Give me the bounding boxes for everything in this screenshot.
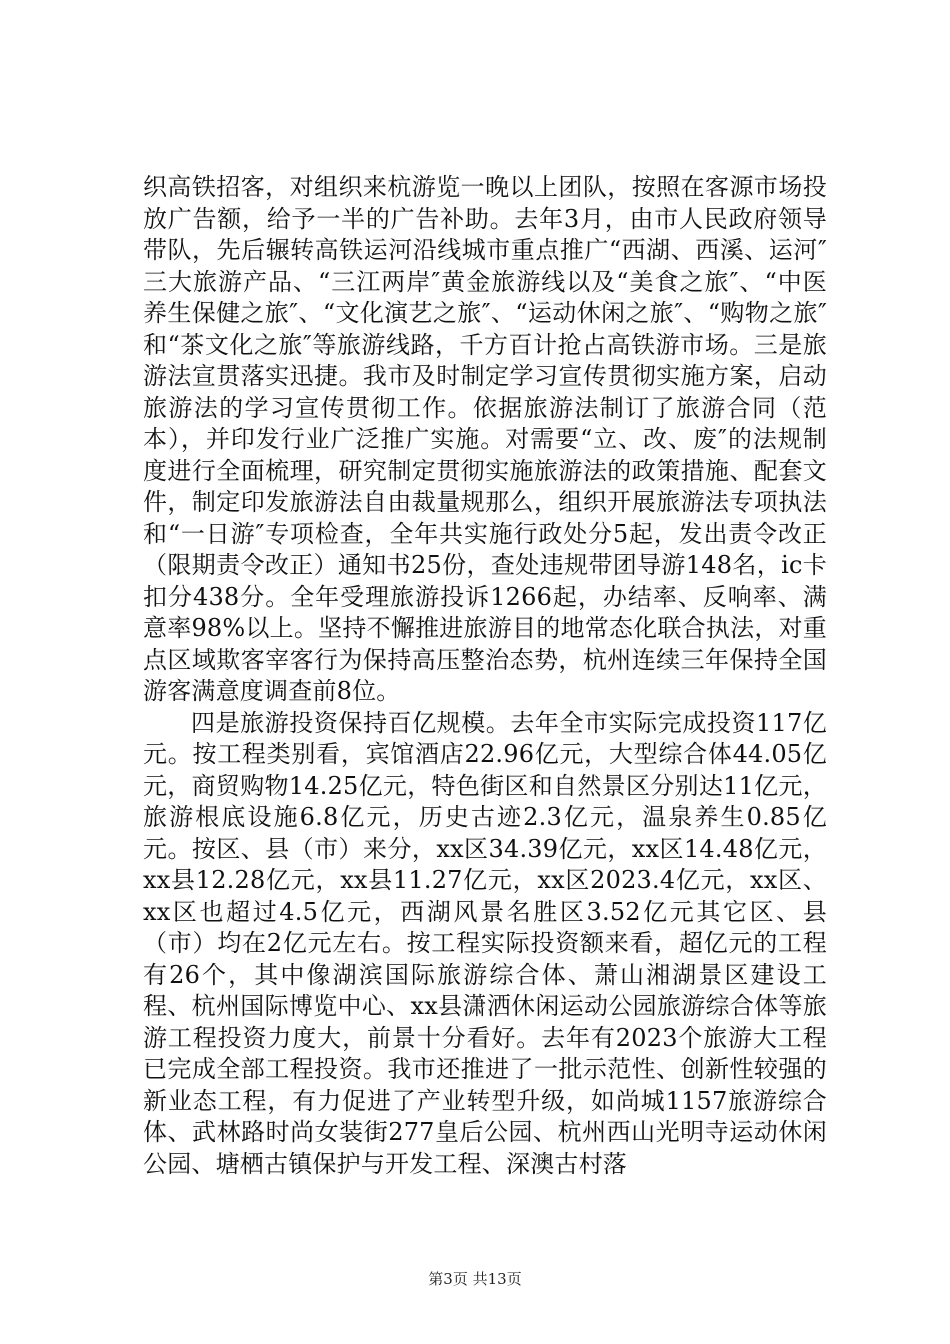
document-body xyxy=(143,172,827,1180)
page-footer: 第3页 共13页 xyxy=(428,1270,522,1288)
paragraph-2: 四是旅游投资保持百亿规模。去年全市实际完成投资117亿元。按工程类别看，宾馆酒店22.96亿元，大型综合体44.05亿元，商贸购物14.25亿元，特色街区和自然景区分别达11亿元，旅游根底设施6.8亿元，历史古迹2.3亿元，温泉养生0.85亿元。按区、县（市）来分，xx区34.39亿元，xx区14.48亿元，xx县12.28亿元，xx县11.27亿元，xx区2023.4亿元，xx区、xx区也超过4.5亿元，西湖风景名胜区3.52亿元其它区、县（市）均在2亿元左右。按工程实际投资额来看，超亿元的工程有26个，其中像湖滨国际旅游综合体、萧山湘湖景区建设工程、杭州国际博览中心、xx县潇洒休闲运动公园旅游综合体等旅游工程投资力度大，前景十分看好。去年有2023个旅游大工程已完成全部工程投资。我市还推进了一批示范性、创新性较强的新业态工程，有力促进了产业转型升级，如尚城1157旅游综合体、武林路时尚女装街277皇后公园、杭州西山光明寺运动休闲公园、塘栖古镇保护与开发工程、深澳古村落 xyxy=(143,708,827,1178)
paragraph-1: 织高铁招客，对组织来杭游览一晚以上团队，按照在客源市场投放广告额，给予一半的广告补助。去年3月，由市人民政府领导带队，先后辗转高铁运河沿线城市重点推广“西湖、西溪、运河″三大旅游产品、“三江两岸″黄金旅游线以及“美食之旅″、“中医养生保健之旅″、“文化演艺之旅″、“运动休闲之旅″、“购物之旅″和“茶文化之旅″等旅游线路，千方百计抢占高铁游市场。三是旅游法宣贯落实迅捷。我市及时制定学习宣传贯彻实施方案，启动旅游法的学习宣传贯彻工作。依据旅游法制订了旅游合同（范本），并印发行业广泛推广实施。对需要“立、改、废″的法规制度进行全面梳理，研究制定贯彻实施旅游法的政策措施、配套文件，制定印发旅游法自由裁量规那么，组织开展旅游法专项执法和“一日游″专项检查，全年共实施行政处分5起，发出责令改正（限期责令改正）通知书25份，查处违规带团导游148名，ic卡扣分438分。全年受理旅游投诉1266起，办结率、反响率、满意率98%以上。坚持不懈推进旅游目的地常态化联合执法，对重点区域欺客宰客行为保持高压整治态势，杭州连续三年保持全国游客满意度调查前8位。 xyxy=(143,173,827,705)
